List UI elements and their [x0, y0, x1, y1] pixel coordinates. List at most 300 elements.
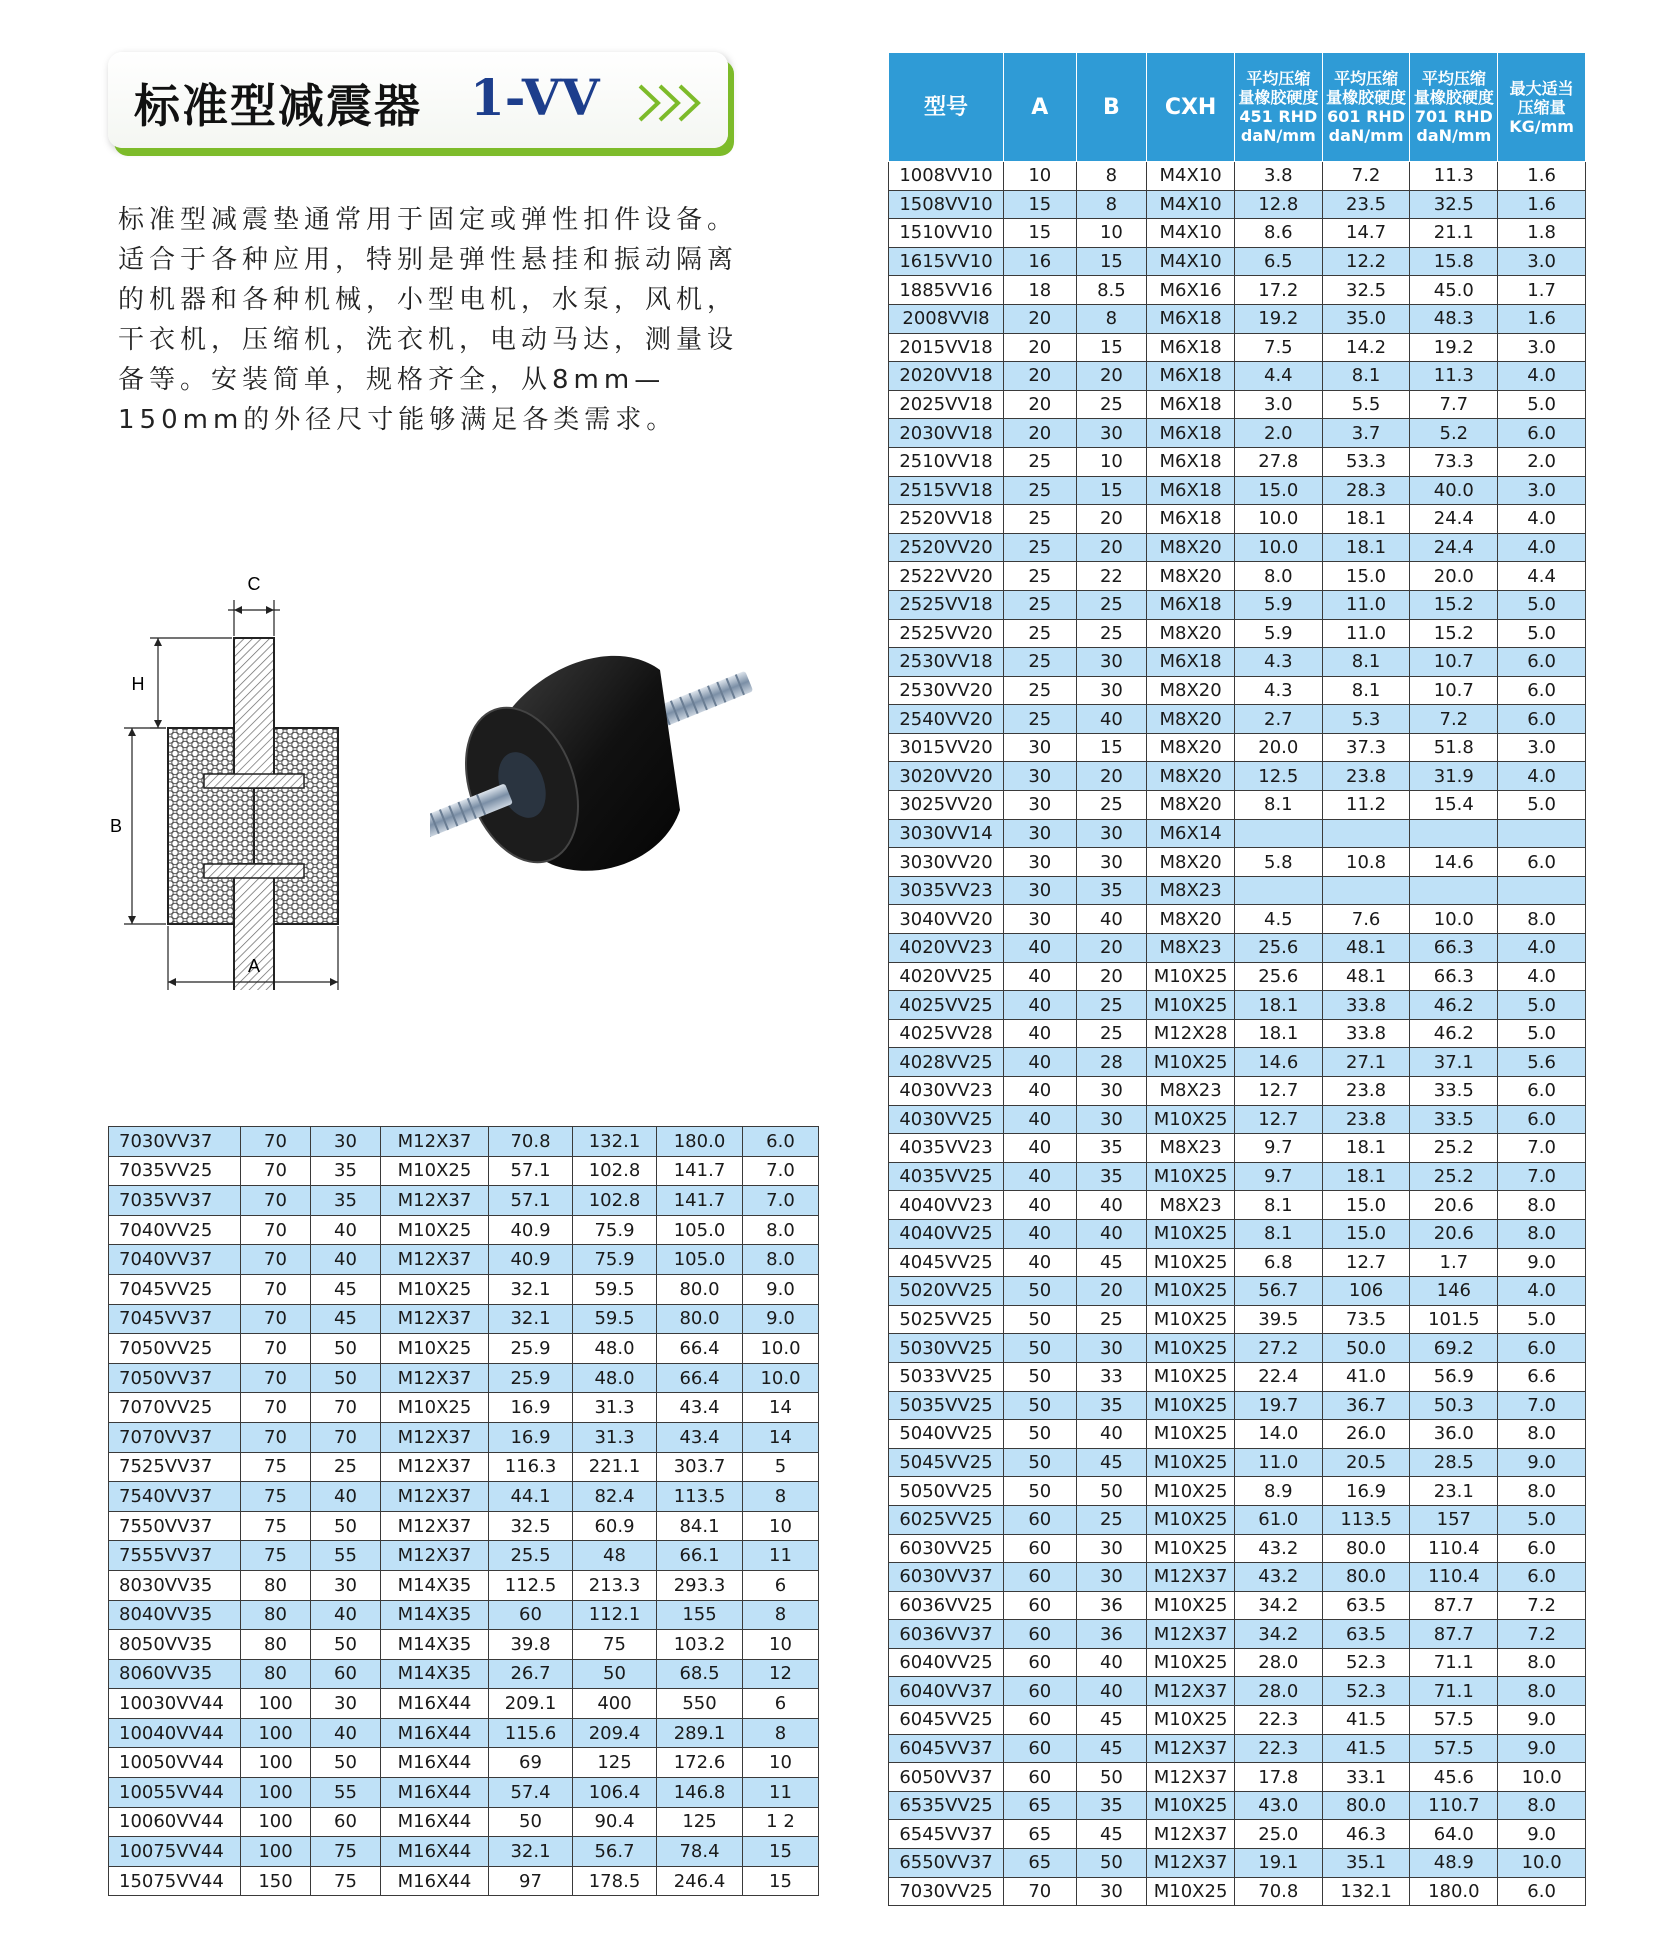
cell-b: 30: [1076, 1105, 1147, 1134]
cell-max: 1.6: [1498, 162, 1586, 191]
cell-701: 80.0: [657, 1304, 743, 1334]
cell-451: 32.1: [489, 1304, 573, 1334]
cell-model: 6050VV37: [889, 1763, 1004, 1792]
cell-601: 16.9: [1322, 1477, 1410, 1506]
cell-b: 30: [1076, 1334, 1147, 1363]
cell-b: 50: [1076, 1763, 1147, 1792]
cell-max: 4.0: [1498, 533, 1586, 562]
cell-601: 63.5: [1322, 1620, 1410, 1649]
cell-max: 5.0: [1498, 791, 1586, 820]
cell-model: 4020VV23: [889, 934, 1004, 963]
table-row: [889, 190, 1586, 219]
table-row: [889, 1677, 1586, 1706]
cell-a: 100: [241, 1718, 311, 1748]
cell-model: 2030VV18: [889, 419, 1004, 448]
cell-max: 8: [743, 1482, 819, 1512]
cell-451: 60: [489, 1600, 573, 1630]
cell-601: 33.1: [1322, 1763, 1410, 1792]
product-description: 标准型减震垫通常用于固定或弹性扣件设备。适合于各种应用，特别是弹性悬挂和振动隔离的机器和各种机械，小型电机，水泵，风机，干衣机，压缩机，洗衣机，电动马达，测量设备等。安装简单，规格齐全，从8mm—150mm的外径尺寸能够满足各类需求。: [118, 205, 739, 435]
cell-cxh: M8X20: [1147, 619, 1235, 648]
cell-cxh: M16X44: [381, 1718, 489, 1748]
cell-b: 40: [1076, 1677, 1147, 1706]
cell-b: 22: [1076, 562, 1147, 591]
cell-cxh: M4X10: [1147, 190, 1235, 219]
cell-a: 20: [1003, 390, 1076, 419]
cell-max: 6.0: [1498, 1334, 1586, 1363]
cell-b: 50: [1076, 1849, 1147, 1878]
cell-701: 10.7: [1410, 648, 1498, 677]
cell-b: 45: [1076, 1820, 1147, 1849]
cell-701: [1410, 876, 1498, 905]
cell-model: 6040VV37: [889, 1677, 1004, 1706]
table-row: [889, 304, 1586, 333]
cell-451: 3.8: [1234, 162, 1322, 191]
cell-601: 112.1: [573, 1600, 657, 1630]
cell-b: 35: [311, 1156, 381, 1186]
cell-701: 45.0: [1410, 276, 1498, 305]
header-cxh: CXH: [1147, 53, 1235, 162]
table-row: [109, 1215, 819, 1245]
cell-451: 28.0: [1234, 1648, 1322, 1677]
cell-601: 80.0: [1322, 1534, 1410, 1563]
cell-model: 6045VV37: [889, 1734, 1004, 1763]
cell-451: 8.1: [1234, 1219, 1322, 1248]
cell-cxh: M10X25: [1147, 1334, 1235, 1363]
cell-model: 4040VV25: [889, 1219, 1004, 1248]
cell-b: 25: [1076, 1305, 1147, 1334]
cell-701: 32.5: [1410, 190, 1498, 219]
cell-451: 26.7: [489, 1659, 573, 1689]
cell-model: 7040VV37: [109, 1245, 241, 1275]
header-model: 型号: [889, 53, 1004, 162]
cell-a: 60: [1003, 1620, 1076, 1649]
cell-451: 9.7: [1234, 1162, 1322, 1191]
cell-a: 100: [241, 1807, 311, 1837]
table-row: [889, 676, 1586, 705]
cell-cxh: M12X37: [1147, 1563, 1235, 1592]
cell-451: [1234, 876, 1322, 905]
table-row: [889, 1305, 1586, 1334]
cell-601: 18.1: [1322, 1162, 1410, 1191]
spec-table-main-body: [889, 162, 1586, 1906]
cell-701: 71.1: [1410, 1648, 1498, 1677]
cell-451: 25.6: [1234, 962, 1322, 991]
header-601-rhd: 平均压缩 量橡胶硬度 601 RHD daN/mm: [1322, 53, 1410, 162]
cell-451: 25.0: [1234, 1820, 1322, 1849]
cell-701: 15.4: [1410, 791, 1498, 820]
cell-b: 45: [1076, 1706, 1147, 1735]
table-row: [109, 1274, 819, 1304]
cell-a: 70: [241, 1127, 311, 1157]
cell-cxh: M4X10: [1147, 162, 1235, 191]
cell-a: 60: [1003, 1505, 1076, 1534]
cell-model: 1508VV10: [889, 190, 1004, 219]
cell-max: 9.0: [743, 1304, 819, 1334]
cell-451: 8.1: [1234, 791, 1322, 820]
cell-max: 8.0: [1498, 1191, 1586, 1220]
cell-a: 25: [1003, 648, 1076, 677]
cell-a: 50: [1003, 1420, 1076, 1449]
cell-cxh: M10X25: [1147, 1105, 1235, 1134]
cell-model: 10060VV44: [109, 1807, 241, 1837]
cell-max: 6.0: [1498, 419, 1586, 448]
cell-model: 6535VV25: [889, 1791, 1004, 1820]
cell-451: 57.1: [489, 1156, 573, 1186]
cell-model: 6030VV25: [889, 1534, 1004, 1563]
cell-model: 2520VV18: [889, 505, 1004, 534]
cell-cxh: M10X25: [1147, 1048, 1235, 1077]
cell-601: 53.3: [1322, 447, 1410, 476]
table-row: [889, 390, 1586, 419]
table-row: [109, 1570, 819, 1600]
cell-b: 30: [1076, 1077, 1147, 1106]
cell-701: 48.9: [1410, 1849, 1498, 1878]
page-title: 标准型减震器: [134, 79, 422, 133]
cell-451: 9.7: [1234, 1134, 1322, 1163]
cell-451: [1234, 819, 1322, 848]
cell-cxh: M6X18: [1147, 390, 1235, 419]
table-row: [109, 1452, 819, 1482]
cell-451: 115.6: [489, 1718, 573, 1748]
cell-model: 4025VV25: [889, 991, 1004, 1020]
cell-max: 5.6: [1498, 1048, 1586, 1077]
cell-701: 66.1: [657, 1541, 743, 1571]
header-max-compression: 最大适当 压缩量 KG/mm: [1498, 53, 1586, 162]
cell-701: 10.7: [1410, 676, 1498, 705]
cell-b: 25: [1076, 791, 1147, 820]
cell-701: 66.4: [657, 1363, 743, 1393]
cell-model: 1885VV16: [889, 276, 1004, 305]
cell-451: 25.9: [489, 1334, 573, 1364]
cell-max: 1.6: [1498, 304, 1586, 333]
cell-601: 8.1: [1322, 362, 1410, 391]
cell-cxh: M16X44: [381, 1748, 489, 1778]
cell-max: 8.0: [743, 1245, 819, 1275]
cell-a: 30: [1003, 733, 1076, 762]
cell-model: 10040VV44: [109, 1718, 241, 1748]
cell-601: 23.5: [1322, 190, 1410, 219]
cell-b: 70: [311, 1422, 381, 1452]
cell-451: 12.8: [1234, 190, 1322, 219]
cell-601: 48: [573, 1541, 657, 1571]
cell-451: 25.6: [1234, 934, 1322, 963]
cell-a: 40: [1003, 934, 1076, 963]
cell-max: 6.0: [1498, 1563, 1586, 1592]
cell-701: 15.2: [1410, 619, 1498, 648]
cell-a: 60: [1003, 1763, 1076, 1792]
cell-model: 7050VV25: [109, 1334, 241, 1364]
cell-model: 2522VV20: [889, 562, 1004, 591]
cell-cxh: M12X37: [1147, 1620, 1235, 1649]
cell-601: 5.5: [1322, 390, 1410, 419]
cell-701: 103.2: [657, 1630, 743, 1660]
cell-b: 35: [1076, 1391, 1147, 1420]
cell-model: 7030VV25: [889, 1877, 1004, 1906]
cell-model: 10050VV44: [109, 1748, 241, 1778]
table-row: [889, 1877, 1586, 1906]
cell-601: 8.1: [1322, 648, 1410, 677]
cell-601: 23.8: [1322, 1077, 1410, 1106]
table-row: [889, 1734, 1586, 1763]
cell-451: 39.8: [489, 1630, 573, 1660]
cell-b: 45: [311, 1304, 381, 1334]
cell-max: 6: [743, 1570, 819, 1600]
cell-max: 5.0: [1498, 991, 1586, 1020]
cell-cxh: M10X25: [1147, 1391, 1235, 1420]
cell-model: 15075VV44: [109, 1866, 241, 1896]
cell-451: 5.8: [1234, 848, 1322, 877]
cell-701: 20.6: [1410, 1219, 1498, 1248]
cell-b: 70: [311, 1393, 381, 1423]
header-701-rhd: 平均压缩 量橡胶硬度 701 RHD daN/mm: [1410, 53, 1498, 162]
cell-model: 3015VV20: [889, 733, 1004, 762]
table-row: [889, 1505, 1586, 1534]
cell-701: 71.1: [1410, 1677, 1498, 1706]
cell-max: 8: [743, 1600, 819, 1630]
table-row: [889, 791, 1586, 820]
cell-b: 20: [1076, 762, 1147, 791]
cell-b: 25: [311, 1452, 381, 1482]
cell-701: 80.0: [657, 1274, 743, 1304]
cell-model: 7550VV37: [109, 1511, 241, 1541]
table-row: [109, 1245, 819, 1275]
cell-a: 50: [1003, 1477, 1076, 1506]
cell-model: 5035VV25: [889, 1391, 1004, 1420]
cell-a: 80: [241, 1630, 311, 1660]
cell-cxh: M8X23: [1147, 1191, 1235, 1220]
cell-601: 31.3: [573, 1393, 657, 1423]
cell-max: 9.0: [1498, 1706, 1586, 1735]
cell-451: 32.1: [489, 1837, 573, 1867]
cell-451: 57.1: [489, 1186, 573, 1216]
cell-701: 57.5: [1410, 1706, 1498, 1735]
cell-b: 15: [1076, 733, 1147, 762]
cell-max: 4.4: [1498, 562, 1586, 591]
cell-model: 5025VV25: [889, 1305, 1004, 1334]
cell-b: 40: [311, 1215, 381, 1245]
cell-701: 36.0: [1410, 1420, 1498, 1449]
cell-a: 10: [1003, 162, 1076, 191]
label-c: C: [247, 574, 261, 594]
cell-model: 5033VV25: [889, 1362, 1004, 1391]
table-row: [889, 619, 1586, 648]
cell-701: 7.2: [1410, 705, 1498, 734]
table-row: [889, 1391, 1586, 1420]
cell-451: 20.0: [1234, 733, 1322, 762]
cell-model: 4035VV25: [889, 1162, 1004, 1191]
cell-601: 12.7: [1322, 1248, 1410, 1277]
cell-cxh: M10X25: [1147, 1505, 1235, 1534]
cell-cxh: M12X37: [1147, 1734, 1235, 1763]
cell-a: 75: [241, 1511, 311, 1541]
cell-model: 1008VV10: [889, 162, 1004, 191]
cell-max: 9.0: [743, 1274, 819, 1304]
cell-model: 7035VV25: [109, 1156, 241, 1186]
cell-model: 8030VV35: [109, 1570, 241, 1600]
cell-cxh: M10X25: [1147, 1448, 1235, 1477]
table-row: [889, 934, 1586, 963]
cell-601: 56.7: [573, 1837, 657, 1867]
cell-cxh: M12X37: [381, 1541, 489, 1571]
cell-451: 22.3: [1234, 1706, 1322, 1735]
cell-model: 7040VV25: [109, 1215, 241, 1245]
chevron-arrows-icon: [636, 82, 708, 124]
cell-a: 80: [241, 1570, 311, 1600]
cell-451: 43.0: [1234, 1791, 1322, 1820]
cell-max: 10.0: [743, 1363, 819, 1393]
table-row: [889, 705, 1586, 734]
cell-model: 10075VV44: [109, 1837, 241, 1867]
cell-cxh: M10X25: [381, 1215, 489, 1245]
cell-a: 60: [1003, 1648, 1076, 1677]
cell-701: 25.2: [1410, 1134, 1498, 1163]
cell-model: 8050VV35: [109, 1630, 241, 1660]
cell-701: 19.2: [1410, 333, 1498, 362]
cell-601: 18.1: [1322, 505, 1410, 534]
cell-451: 16.9: [489, 1422, 573, 1452]
table-header-row: [889, 53, 1586, 162]
cell-451: 19.2: [1234, 304, 1322, 333]
cell-model: 1510VV10: [889, 219, 1004, 248]
cell-model: 7050VV37: [109, 1363, 241, 1393]
cell-cxh: M12X37: [381, 1482, 489, 1512]
cell-451: 5.9: [1234, 590, 1322, 619]
cell-601: 11.0: [1322, 619, 1410, 648]
cell-601: 14.2: [1322, 333, 1410, 362]
cell-601: [1322, 876, 1410, 905]
cell-701: 293.3: [657, 1570, 743, 1600]
cell-max: 4.0: [1498, 934, 1586, 963]
cell-451: 43.2: [1234, 1534, 1322, 1563]
cell-cxh: M12X37: [1147, 1820, 1235, 1849]
cell-451: 17.8: [1234, 1763, 1322, 1792]
cell-max: 7.0: [1498, 1391, 1586, 1420]
cell-a: 70: [241, 1245, 311, 1275]
cell-701: 246.4: [657, 1866, 743, 1896]
cell-model: 2015VV18: [889, 333, 1004, 362]
cell-701: 11.3: [1410, 162, 1498, 191]
cell-cxh: M16X44: [381, 1807, 489, 1837]
cell-451: 34.2: [1234, 1591, 1322, 1620]
cell-max: 3.0: [1498, 333, 1586, 362]
table-row: [889, 1763, 1586, 1792]
cell-701: 7.7: [1410, 390, 1498, 419]
cell-701: 46.2: [1410, 991, 1498, 1020]
cell-a: 30: [1003, 876, 1076, 905]
cell-a: 40: [1003, 1048, 1076, 1077]
cell-701: 110.7: [1410, 1791, 1498, 1820]
cell-model: 4040VV23: [889, 1191, 1004, 1220]
cell-model: 7525VV37: [109, 1452, 241, 1482]
cell-cxh: M10X25: [1147, 1877, 1235, 1906]
cell-max: 6.0: [1498, 676, 1586, 705]
header-b: B: [1076, 53, 1147, 162]
page-title-suffix: 1-VV: [470, 68, 600, 127]
cell-max: 7.0: [1498, 1134, 1586, 1163]
cell-model: 6545VV37: [889, 1820, 1004, 1849]
cell-a: 50: [1003, 1334, 1076, 1363]
cell-601: 60.9: [573, 1511, 657, 1541]
cell-b: 30: [311, 1689, 381, 1719]
cell-model: 2510VV18: [889, 447, 1004, 476]
cell-b: 30: [1076, 819, 1147, 848]
cell-b: 25: [1076, 619, 1147, 648]
cell-701: 50.3: [1410, 1391, 1498, 1420]
cell-cxh: M4X10: [1147, 219, 1235, 248]
cell-601: 63.5: [1322, 1591, 1410, 1620]
cell-max: 6.0: [743, 1127, 819, 1157]
cell-cxh: M10X25: [1147, 962, 1235, 991]
cell-701: 66.4: [657, 1334, 743, 1364]
cell-model: 4025VV28: [889, 1019, 1004, 1048]
cell-model: 6036VV25: [889, 1591, 1004, 1620]
cell-max: 6.0: [1498, 848, 1586, 877]
cell-model: 2008VVI8: [889, 304, 1004, 333]
cell-b: 30: [1076, 1534, 1147, 1563]
table-row: [889, 1591, 1586, 1620]
cell-601: 102.8: [573, 1186, 657, 1216]
table-row: [109, 1778, 819, 1808]
cell-a: 60: [1003, 1563, 1076, 1592]
cell-cxh: M10X25: [381, 1274, 489, 1304]
cell-a: 40: [1003, 1077, 1076, 1106]
cell-cxh: M10X25: [381, 1334, 489, 1364]
cell-model: 7540VV37: [109, 1482, 241, 1512]
cell-a: 50: [1003, 1277, 1076, 1306]
table-row: [109, 1541, 819, 1571]
cell-701: 180.0: [1410, 1877, 1498, 1906]
cell-601: 41.0: [1322, 1362, 1410, 1391]
cell-451: 40.9: [489, 1215, 573, 1245]
cell-max: 15: [743, 1866, 819, 1896]
cell-601: 28.3: [1322, 476, 1410, 505]
cell-b: 60: [311, 1807, 381, 1837]
cell-701: 101.5: [1410, 1305, 1498, 1334]
cell-max: 7.0: [743, 1156, 819, 1186]
cell-601: 11.0: [1322, 590, 1410, 619]
cell-701: 31.9: [1410, 762, 1498, 791]
table-row: [889, 419, 1586, 448]
cell-b: 25: [1076, 390, 1147, 419]
cell-701: 40.0: [1410, 476, 1498, 505]
cell-b: 25: [1076, 1505, 1147, 1534]
cell-451: 16.9: [489, 1393, 573, 1423]
cell-max: 10: [743, 1630, 819, 1660]
cell-model: 7070VV25: [109, 1393, 241, 1423]
cell-b: 35: [1076, 1134, 1147, 1163]
cell-451: 18.1: [1234, 1019, 1322, 1048]
cell-model: 10030VV44: [109, 1689, 241, 1719]
product-image: [430, 640, 790, 900]
cell-b: 25: [1076, 1019, 1147, 1048]
cell-cxh: M6X18: [1147, 419, 1235, 448]
cell-a: 65: [1003, 1791, 1076, 1820]
cell-701: 25.2: [1410, 1162, 1498, 1191]
cell-b: 30: [1076, 848, 1147, 877]
cell-a: 65: [1003, 1820, 1076, 1849]
cell-cxh: M6X18: [1147, 476, 1235, 505]
cell-a: 50: [1003, 1391, 1076, 1420]
cell-a: 30: [1003, 905, 1076, 934]
cell-a: 80: [241, 1600, 311, 1630]
cell-b: 40: [311, 1482, 381, 1512]
table-row: [889, 590, 1586, 619]
cell-cxh: M6X18: [1147, 505, 1235, 534]
table-row: [889, 848, 1586, 877]
cell-451: 4.5: [1234, 905, 1322, 934]
cell-b: 55: [311, 1541, 381, 1571]
cell-b: 30: [311, 1570, 381, 1600]
